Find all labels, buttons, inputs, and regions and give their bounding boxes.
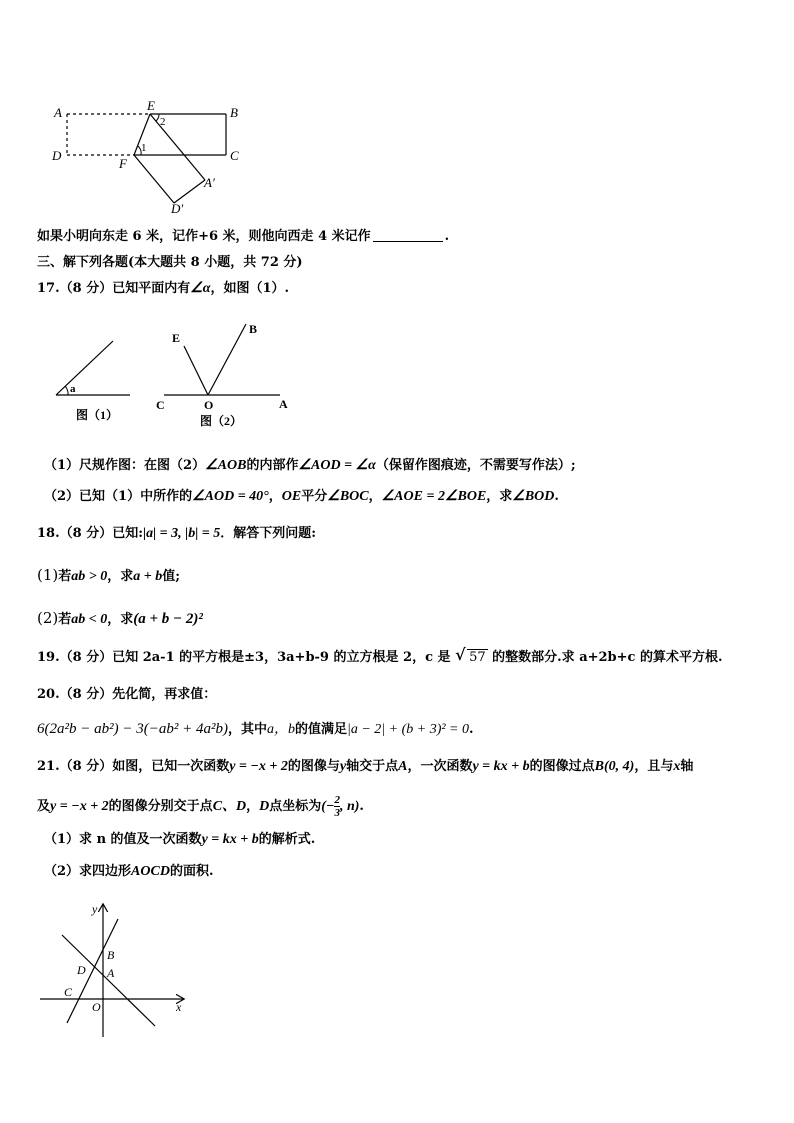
angle-label-1: 1	[141, 142, 147, 154]
label-C: C	[156, 398, 165, 412]
angle-alpha: ∠α	[190, 281, 211, 296]
angle-figure-2	[150, 318, 300, 433]
point-B-label: B	[107, 948, 115, 962]
question-17-part-2: （2）已知（1）中所作的∠AOD = 40°，OE平分∠BOC，∠AOE = 2∠BOE，求∠BOD.	[44, 489, 559, 504]
question-21-line-1: 21.（8 分）如图，已知一次函数y = −x + 2的图像与y轴交于点A，一次函数y = kx + b的图像过点B(0, 4)，且与x轴	[37, 759, 694, 774]
label-F: F	[119, 156, 127, 171]
question-21-part-1: （1）求 n 的值及一次函数y = kx + b的解析式.	[44, 832, 316, 847]
label-O: O	[204, 398, 214, 412]
question-18-stem: 18.（8 分）已知:|a| = 3, |b| = 5．解答下列问题:	[37, 526, 317, 541]
question-18-part-1: (1)若ab > 0，求a + b值;	[37, 566, 181, 584]
question-17-part-1: （1）尺规作图：在图（2）∠AOB的内部作∠AOD = ∠α（保留作图痕迹，不需要写作法）;	[44, 458, 576, 473]
rectangle-fold-figure	[40, 95, 260, 220]
angle-label-2: 2	[160, 116, 166, 128]
question-21-part-2: （2）求四边形AOCD的面积.	[44, 864, 214, 879]
label-D: D	[52, 148, 62, 163]
label-E: E	[147, 98, 155, 113]
question-17-stem: 17.（8 分）已知平面内有∠α，如图（1）.	[37, 281, 290, 296]
question-16: 如果小明向东走 6 米，记作+6 米，则他向西走 4 米记作 .	[37, 229, 450, 244]
figure-2-caption: 图（2）	[200, 414, 243, 428]
label-A: A	[54, 105, 62, 120]
answer-blank	[373, 228, 443, 242]
question-19: 19.（8 分）已知 2a-1 的平方根是±3，3a+b-9 的立方根是 2，c 是 √ 57 的整数部分.求 a+2b+c 的算术平方根.	[37, 645, 723, 665]
label-B: B	[249, 322, 258, 336]
question-18-part-2: (2)若ab < 0，求(a + b − 2)²	[37, 609, 203, 627]
question-16-text: 如果小明向东走 6 米，记作+6 米，则他向西走 4 米记作	[37, 229, 371, 244]
question-21-line-2: 及y = −x + 2的图像分别交于点C、D，D点坐标为(− $\frac{2}{3}$ , n).	[37, 794, 364, 819]
label-D-prime: D′	[171, 201, 184, 216]
figure-1-caption: 图（1）	[76, 408, 119, 422]
linear-functions-graph	[35, 895, 195, 1045]
question-20-expression: 6(2a²b − ab²) − 3(−ab² + 4a²b)，其中a，b的值满足|a − 2| + (b + 3)² = 0.	[37, 721, 474, 737]
y-axis-label: y	[92, 902, 98, 916]
point-C-label: C	[64, 985, 73, 999]
fraction-two-thirds: $\frac{2}{3}$	[334, 794, 340, 819]
question-20-stem: 20.（8 分）先化简，再求值：	[37, 687, 217, 702]
label-E: E	[172, 331, 181, 345]
x-axis-label: x	[176, 1000, 182, 1014]
origin-label: O	[92, 1000, 101, 1014]
point-D-label: D	[77, 963, 86, 977]
point-A-label: A	[107, 966, 115, 980]
label-A: A	[279, 397, 288, 411]
angle-label-a: a	[70, 383, 76, 395]
label-A-prime: A′	[204, 175, 215, 190]
angle-figure-1	[48, 335, 143, 430]
section-heading: 三、解下列各题(本大题共 8 小题，共 72 分)	[37, 255, 303, 270]
sqrt-57: √ 57	[455, 645, 486, 665]
label-C: C	[230, 148, 239, 163]
label-B: B	[230, 105, 238, 120]
